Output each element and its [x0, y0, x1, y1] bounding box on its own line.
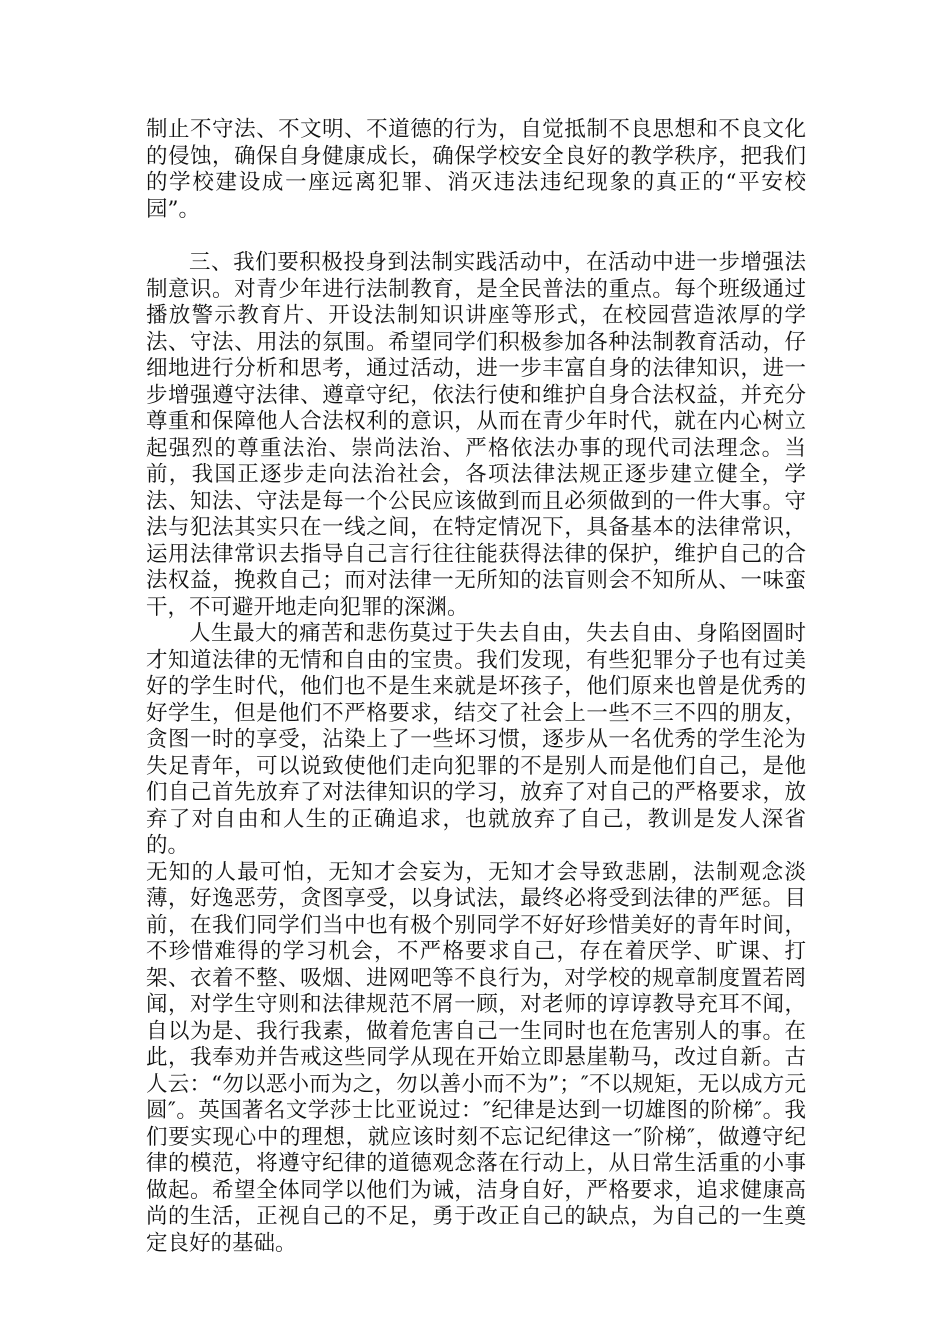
paragraph-gap — [146, 223, 806, 250]
paragraph-1: 制止不守法、不文明、不道德的行为，自觉抵制不良思想和不良文化的侵蚀，确保自身健康成长，确保学校安全良好的教学秩序，把我们的学校建设成一座远离犯罪、消灭违法违纪现象的真正的“平安校园”。 — [146, 117, 806, 222]
document-body — [146, 117, 806, 1257]
paragraph-2: 三、我们要积极投身到法制实践活动中，在活动中进一步增强法制意识。对青少年进行法制教育，是全民普法的重点。每个班级通过播放警示教育片、开设法制知识讲座等形式，在校园营造浓厚的学法、守法、用法的氛围。希望同学们积极参加各种法制教育活动，仔细地进行分析和思考，通过活动，进一步丰富自身的法律知识，进一步增强遵守法律、遵章守纪，依法行使和维护自身合法权益，并充分尊重和保障他人合法权利的意识，从而在青少年时代，就在内心树立起强烈的尊重法治、崇尚法治、严格依法办事的现代司法理念。当前，我国正逐步走向法治社会，各项法律法规正逐步建立健全，学法、知法、守法是每一个公民应该做到而且必须做到的一件大事。守法与犯法其实只在一线之间，在特定情况下，具备基本的法律常识，运用法律常识去指导自己言行往往能获得法律的保护，维护自己的合法权益，挽救自己；而对法律一无所知的法盲则会不知所从、一味蛮干，不可避开地走向犯罪的深渊。 — [146, 250, 806, 620]
paragraph-3: 人生最大的痛苦和悲伤莫过于失去自由，失去自由、身陷囹圄时才知道法律的无情和自由的宝贵。我们发现，有些犯罪分子也有过美好的学生时代，他们也不是生来就是坏孩子，他们原来也曾是优秀的好学生，但是他们不严格要求，结交了社会上一些不三不四的朋友，贪图一时的享受，沾染上了一些坏习惯，逐步从一名优秀的学生沦为失足青年，可以说致使他们走向犯罪的不是别人而是他们自己，是他们自己首先放弃了对法律知识的学习，放弃了对自己的严格要求，放弃了对自由和人生的正确追求，也就放弃了自己，教训是发人深省的。 — [146, 621, 806, 858]
paragraph-4: 无知的人最可怕，无知才会妄为，无知才会导致悲剧，法制观念淡薄，好逸恶劳，贪图享受，以身试法，最终必将受到法律的严惩。目前，在我们同学们当中也有极个别同学不好好珍惜美好的青年时间，不珍惜难得的学习机会，不严格要求自己，存在着厌学、旷课、打架、衣着不整、吸烟、进网吧等不良行为，对学校的规章制度置若罔闻，对学生守则和法律规范不屑一顾，对老师的谆谆教导充耳不闻，自以为是、我行我素，做着危害自己一生同时也在危害别人的事。在此，我奉劝并告戒这些同学从现在开始立即悬崖勒马，改过自新。古人云：“勿以恶小而为之，勿以善小而不为”；″不以规矩，无以成方元圆″。英国著名文学莎士比亚说过：″纪律是达到一切雄图的阶梯″。我们要实现心中的理想，就应该时刻不忘记纪律这一″阶梯″，做遵守纪律的模范，将遵守纪律的道德观念落在行动上，从日常生活重的小事做起。希望全体同学以他们为诫，洁身自好，严格要求，追求健康高尚的生活，正视自己的不足，勇于改正自己的缺点，为自己的一生奠定良好的基础。 — [146, 859, 806, 1256]
